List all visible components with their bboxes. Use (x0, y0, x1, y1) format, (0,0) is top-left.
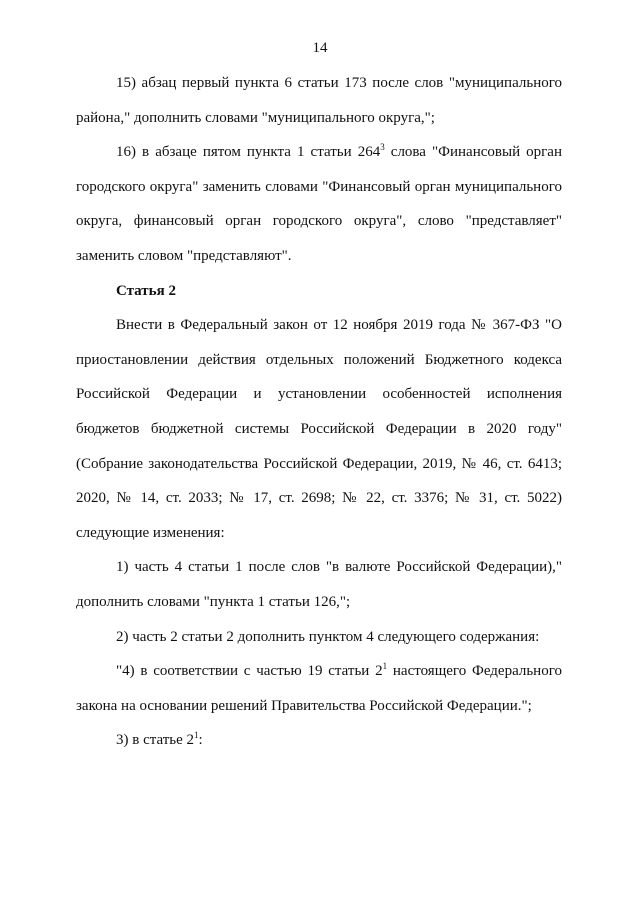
article-2-point-1: 1) часть 4 статьи 1 после слов "в валюте Российской Федерации)," дополнить словами "пункта 1 статьи 126,"; (76, 559, 562, 610)
document-body (76, 66, 562, 758)
quote-superscript: 1 (382, 661, 388, 672)
point-3-text-start: 3) в статье 2 (116, 732, 195, 749)
page-number: 14 (312, 40, 328, 56)
point-3-superscript: 1 (194, 730, 199, 741)
paragraph-item-16 (76, 135, 562, 273)
paragraph-item-15: 15) абзац первый пункта 6 статьи 173 после слов "муниципального района," дополнить словами "муниципального округа,"; (76, 75, 562, 126)
item-16-text-end: слова "Финансовый орган городского округа" заменить словами "Финансовый орган муниципального округа, финансовый орган городского округа", слово "представляет" заменить словом "представляют". (76, 144, 562, 264)
quote-text-start: "4) в соответствии с частью 19 статьи 2 (116, 663, 383, 680)
article-heading: Статья 2 (116, 282, 176, 299)
article-2-quoted-point-4 (76, 654, 562, 723)
item-16-superscript: 3 (380, 142, 385, 153)
quote-text-end: настоящего Федерального закона на основании решений Правительства Российской Федерации."; (76, 663, 562, 714)
article-2-intro: Внести в Федеральный закон от 12 ноября 2019 года № 367-ФЗ "О приостановлении действия отдельных положений Бюджетного кодекса Российской Федерации и установлении особенностей исполнения бюджетов бюджетной системы Российской Федерации в 2020 году" (Собрание законодательства Российской Федерации, 2019, № 46, ст. 6413; 2020, № 14, ст. 2033; № 17, ст. 2698; № 22, ст. 3376; № 31, ст. 5022) следующие изменения: (76, 317, 562, 541)
point-3-text-end: : (198, 732, 203, 749)
item-16-text-start: 16) в абзаце пятом пункта 1 статьи 264 (116, 144, 381, 161)
article-2-point-3 (76, 723, 562, 758)
article-2-point-2: 2) часть 2 статьи 2 дополнить пунктом 4 следующего содержания: (116, 628, 540, 645)
